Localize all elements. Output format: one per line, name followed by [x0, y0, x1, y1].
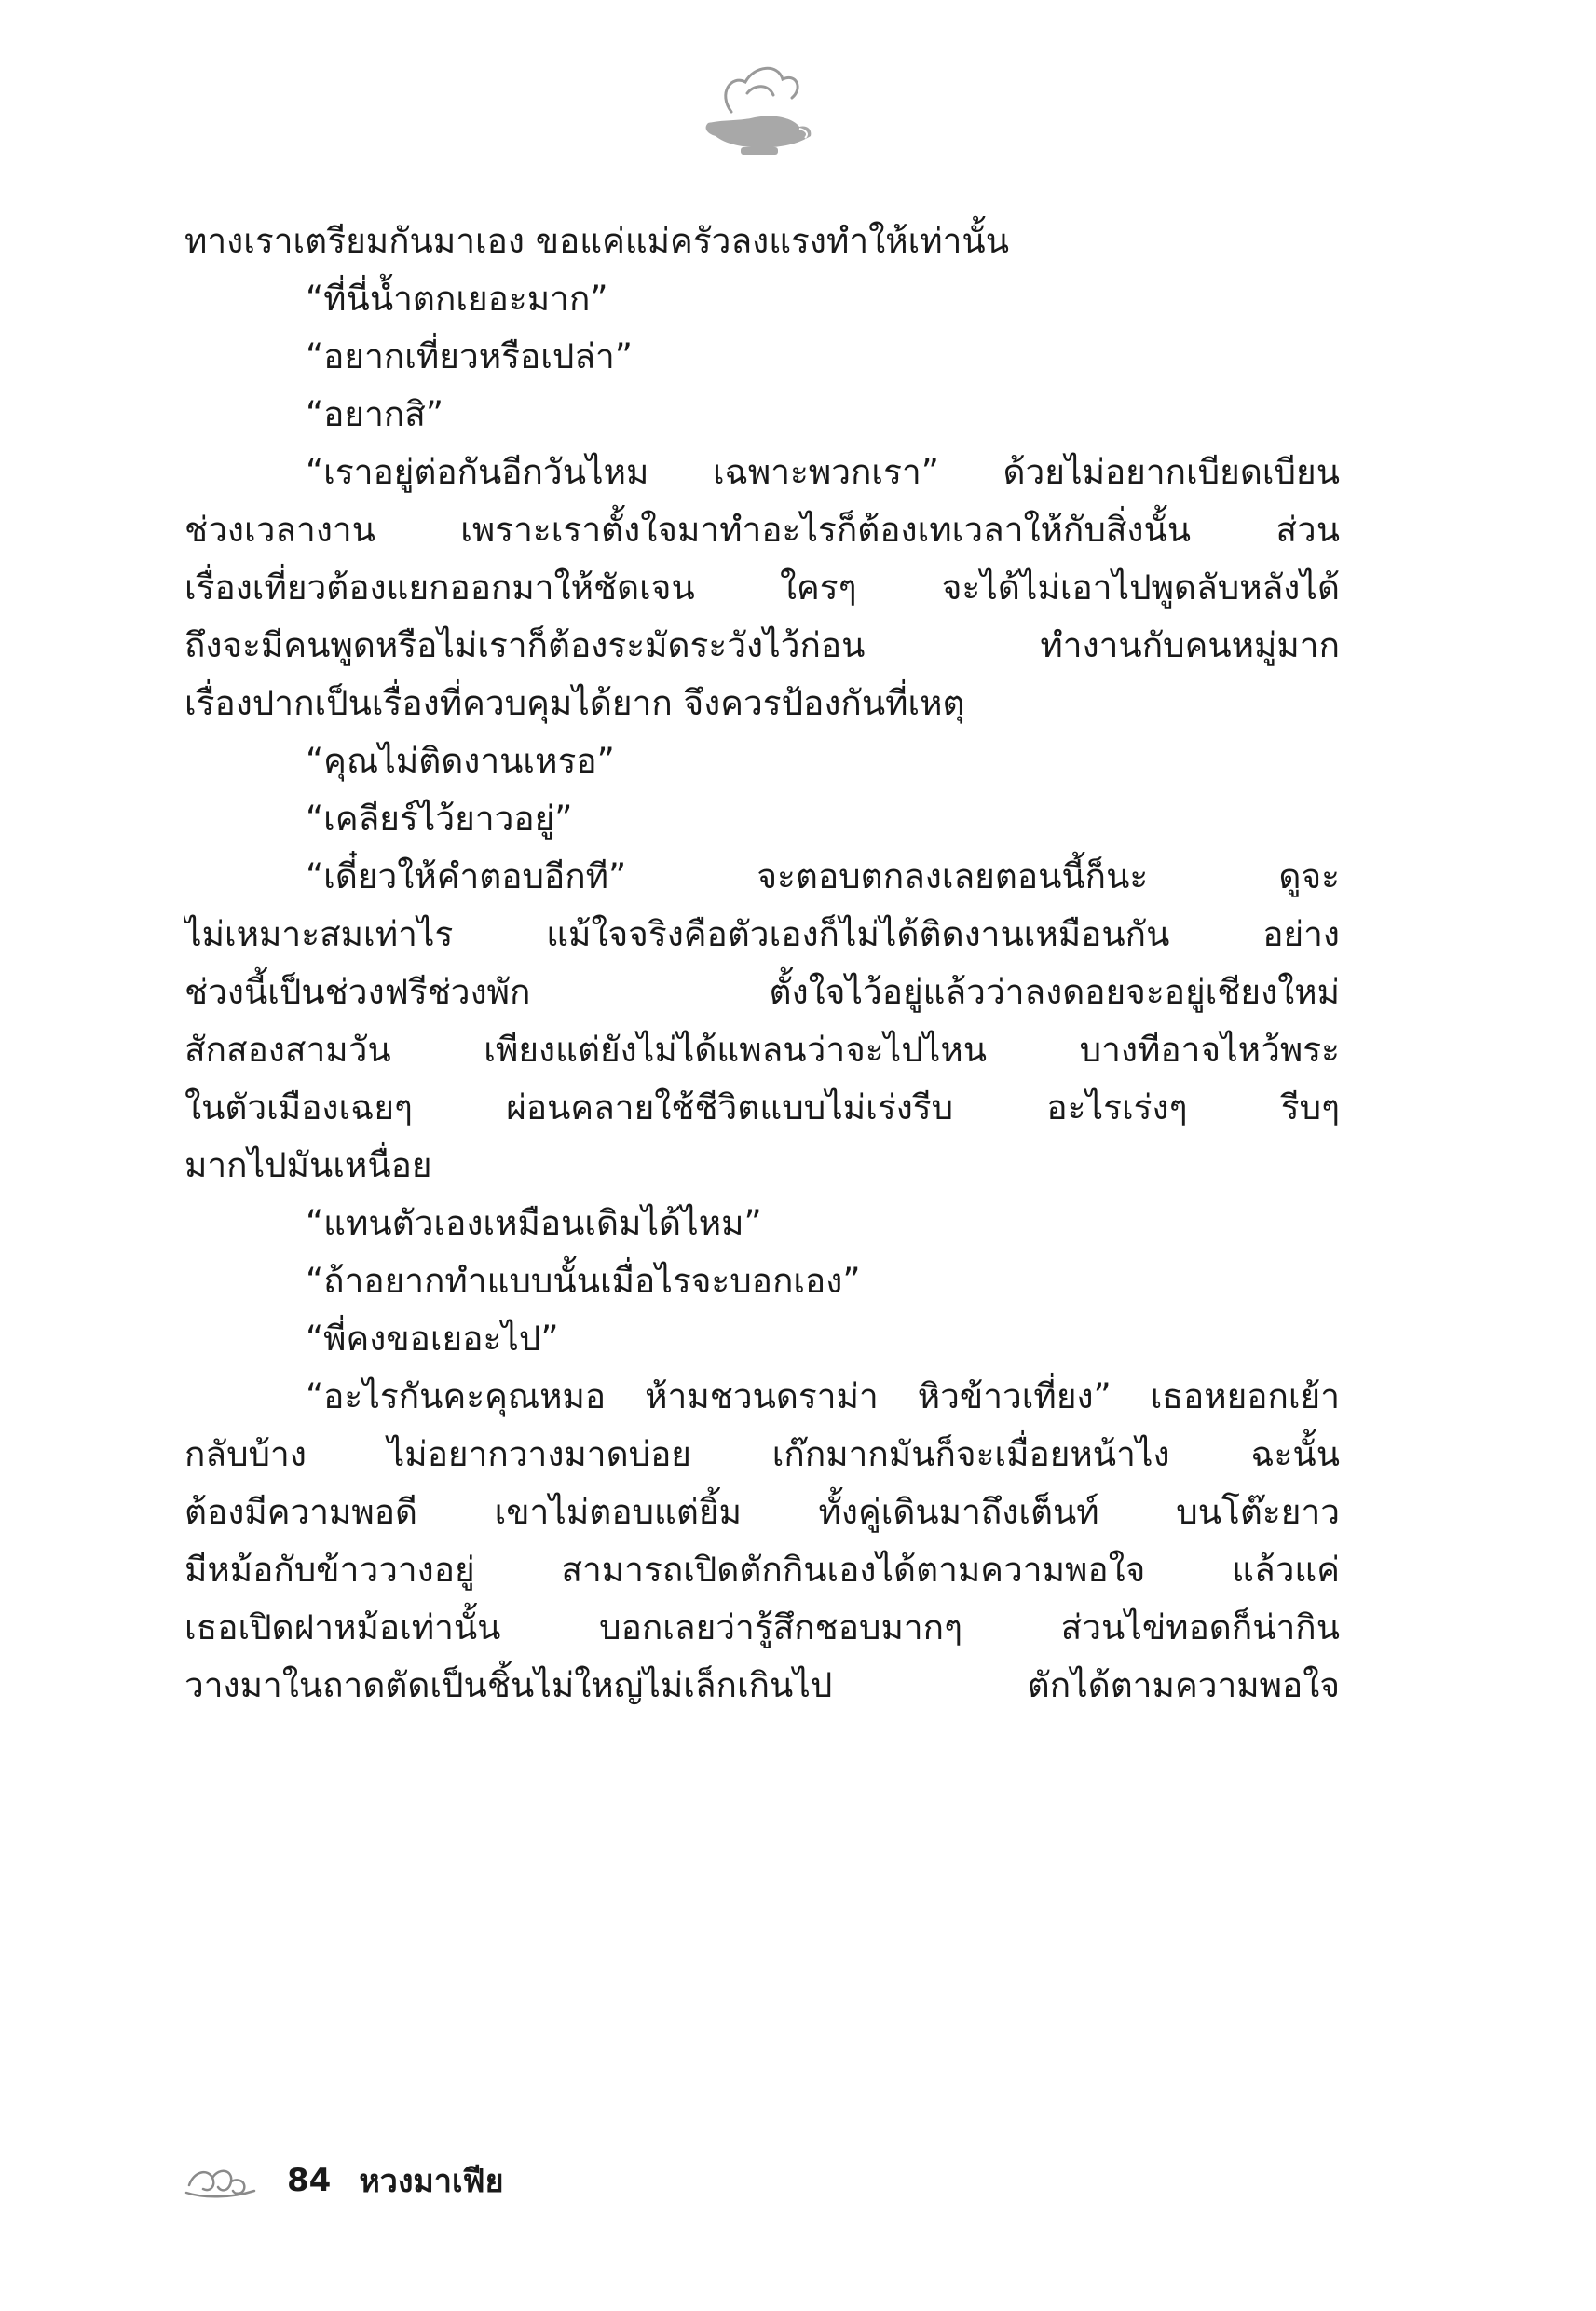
text-line: “เคลียร์ไว้ยาวอยู่” — [306, 799, 573, 839]
text-line: กลับบ้าง ไม่อยากวางมาดบ่อย เก๊กมากมันก็จะเมื่อยหน้าไง ฉะนั้น — [184, 1434, 1340, 1474]
text-line: มีหม้อกับข้าววางอยู่ สามารถเปิดตักกินเองได้ตามความพอใจ แล้วแค่ — [184, 1550, 1340, 1590]
flourish-icon — [184, 2157, 259, 2204]
text-line: ต้องมีความพอดี เขาไม่ตอบแต่ยิ้ม ทั้งคู่เดินมาถึงเต็นท์ บนโต๊ะยาว — [184, 1492, 1340, 1532]
text-line: มากไปมันเหนื่อย — [184, 1145, 432, 1185]
text-line: ในตัวเมืองเฉยๆ ผ่อนคลายใช้ชีวิตแบบไม่เร่งรีบ อะไรเร่งๆ รีบๆ — [184, 1087, 1340, 1128]
text-line: เรื่องเที่ยวต้องแยกออกมาให้ชัดเจน ใครๆ จะได้ไม่เอาไปพูดลับหลังได้ — [184, 567, 1340, 608]
book-title: หวงมาเฟีย — [359, 2163, 504, 2200]
text-line: ไม่เหมาะสมเท่าไร แม้ใจจริงคือตัวเองก็ไม่ได้ติดงานเหมือนกัน อย่าง — [184, 914, 1340, 954]
text-line: ช่วงนี้เป็นช่วงฟรีช่วงพัก ตั้งใจไว้อยู่แล้วว่าลงดอยจะอยู่เชียงใหม่ — [184, 972, 1340, 1012]
text-line: ทางเราเตรียมกันมาเอง ขอแค่แม่ครัวลงแรงทำให้เท่านั้น — [184, 221, 1010, 261]
text-line: “เราอยู่ต่อกันอีกวันไหม เฉพาะพวกเรา” ด้วยไม่อยากเบียดเบียน — [306, 452, 1340, 492]
text-line: เรื่องปากเป็นเรื่องที่ควบคุมได้ยาก จึงควรป้องกันที่เหตุ — [184, 683, 965, 723]
text-line: “เดี๋ยวให้คำตอบอีกที” จะตอบตกลงเลยตอนนี้ก็นะ ดูจะ — [306, 856, 1340, 896]
text-line: “อยากสิ” — [306, 394, 443, 434]
text-line: “คุณไม่ติดงานเหรอ” — [306, 741, 615, 781]
genie-lamp-icon — [689, 56, 820, 158]
text-line: วางมาในถาดตัดเป็นชิ้นไม่ใหญ่ไม่เล็กเกินไป ตักได้ตามความพอใจ — [184, 1665, 1340, 1705]
text-line: ช่วงเวลางาน เพราะเราตั้งใจมาทำอะไรก็ต้องเทเวลาให้กับสิ่งนั้น ส่วน — [184, 510, 1340, 550]
text-line: ถึงจะมีคนพูดหรือไม่เราก็ต้องระมัดระวังไว้ก่อน ทำงานกับคนหมู่มาก — [184, 625, 1340, 665]
text-line: “พี่คงขอเยอะไป” — [306, 1319, 559, 1359]
text-line: “แทนตัวเองเหมือนเดิมได้ไหม” — [306, 1203, 762, 1243]
page-number: 84 — [287, 2162, 332, 2199]
text-line: “อยากเที่ยวหรือเปล่า” — [306, 336, 633, 376]
body-text — [184, 212, 1340, 1715]
text-line: “ที่นี่น้ำตกเยอะมาก” — [306, 279, 608, 319]
text-line: เธอเปิดฝาหม้อเท่านั้น บอกเลยว่ารู้สึกชอบมากๆ ส่วนไข่ทอดก็น่ากิน — [184, 1607, 1340, 1648]
text-line: “ถ้าอยากทำแบบนั้นเมื่อไรจะบอกเอง” — [306, 1261, 861, 1301]
text-line: “อะไรกันคะคุณหมอ ห้ามชวนดราม่า หิวข้าวเที่ยง” เธอหยอกเย้า — [306, 1376, 1340, 1416]
page-footer — [184, 2153, 504, 2208]
text-line: สักสองสามวัน เพียงแต่ยังไม่ได้แพลนว่าจะไปไหน บางทีอาจไหว้พระ — [184, 1030, 1340, 1070]
